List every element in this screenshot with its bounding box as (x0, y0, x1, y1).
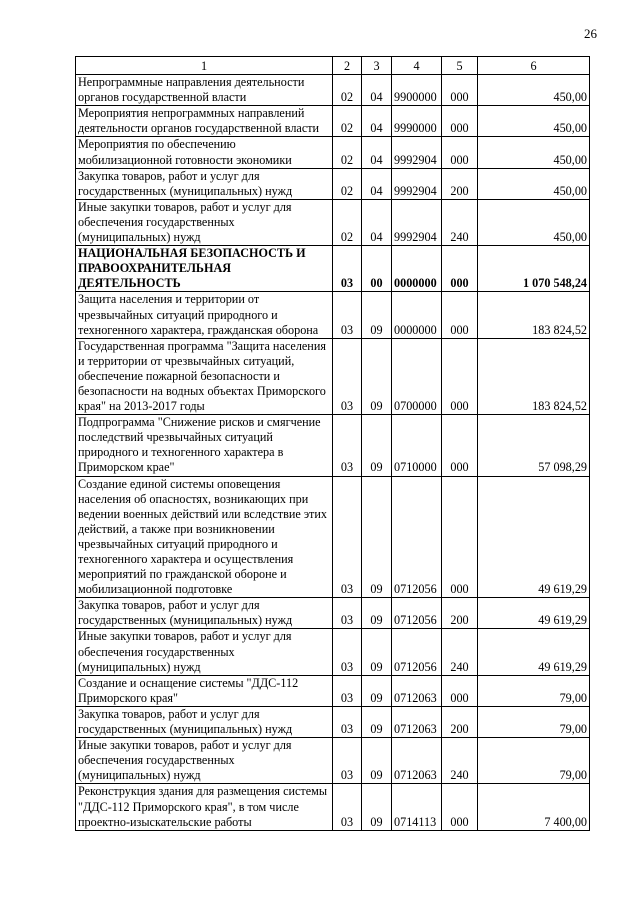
row-section: 03 (333, 476, 362, 598)
row-amount: 79,00 (478, 738, 590, 784)
row-section: 03 (333, 738, 362, 784)
row-amount: 1 070 548,24 (478, 246, 590, 292)
table-row (76, 415, 590, 476)
row-name: Закупка товаров, работ и услуг для государственных (муниципальных) нужд (76, 706, 333, 737)
table-row (76, 292, 590, 338)
table-row (76, 629, 590, 675)
row-target-code: 0000000 (392, 246, 442, 292)
row-section: 02 (333, 199, 362, 245)
row-amount: 450,00 (478, 137, 590, 168)
row-target-code: 0712063 (392, 738, 442, 784)
row-expense-type: 240 (442, 199, 478, 245)
table-row (76, 137, 590, 168)
row-expense-type: 000 (442, 75, 478, 106)
table-row (76, 75, 590, 106)
row-expense-type: 000 (442, 106, 478, 137)
row-expense-type: 000 (442, 476, 478, 598)
row-amount: 450,00 (478, 199, 590, 245)
row-expense-type: 000 (442, 415, 478, 476)
table-row (76, 784, 590, 830)
row-target-code: 0712063 (392, 706, 442, 737)
row-amount: 79,00 (478, 706, 590, 737)
row-amount: 450,00 (478, 168, 590, 199)
row-expense-type: 000 (442, 675, 478, 706)
header-col-6: 6 (478, 57, 590, 75)
row-section: 03 (333, 629, 362, 675)
row-section: 03 (333, 598, 362, 629)
row-target-code: 9992904 (392, 168, 442, 199)
row-name: Иные закупки товаров, работ и услуг для обеспечения государственных (муниципальных) нужд (76, 199, 333, 245)
row-name: Мероприятия по обеспечению мобилизационной готовности экономики (76, 137, 333, 168)
table-row (76, 168, 590, 199)
row-target-code: 0712056 (392, 629, 442, 675)
row-section: 02 (333, 137, 362, 168)
header-col-1: 1 (76, 57, 333, 75)
row-subsection: 09 (362, 784, 392, 830)
row-target-code: 9990000 (392, 106, 442, 137)
header-row (76, 57, 590, 75)
row-section: 02 (333, 106, 362, 137)
header-col-5: 5 (442, 57, 478, 75)
row-target-code: 0714113 (392, 784, 442, 830)
row-expense-type: 000 (442, 246, 478, 292)
row-amount: 57 098,29 (478, 415, 590, 476)
row-target-code: 0700000 (392, 338, 442, 414)
row-expense-type: 000 (442, 292, 478, 338)
row-subsection: 09 (362, 598, 392, 629)
row-subsection: 00 (362, 246, 392, 292)
table-row (76, 738, 590, 784)
row-expense-type: 000 (442, 137, 478, 168)
row-expense-type: 000 (442, 784, 478, 830)
row-expense-type: 200 (442, 168, 478, 199)
row-amount: 49 619,29 (478, 598, 590, 629)
row-expense-type: 000 (442, 338, 478, 414)
row-section: 03 (333, 784, 362, 830)
table-row (76, 199, 590, 245)
table-row (76, 598, 590, 629)
row-name: Подпрограмма "Снижение рисков и смягчение последствий чрезвычайных ситуаций природного и техногенного характера в Приморском крае" (76, 415, 333, 476)
row-expense-type: 200 (442, 706, 478, 737)
row-subsection: 04 (362, 75, 392, 106)
row-subsection: 04 (362, 106, 392, 137)
row-expense-type: 240 (442, 629, 478, 675)
row-name: Реконструкция здания для размещения системы "ДДС-112 Приморского края", в том числе проектно-изыскательские работы (76, 784, 333, 830)
row-name: Иные закупки товаров, работ и услуг для обеспечения государственных (муниципальных) нужд (76, 629, 333, 675)
row-target-code: 9992904 (392, 199, 442, 245)
row-name: Непрограммные направления деятельности органов государственной власти (76, 75, 333, 106)
row-subsection: 09 (362, 629, 392, 675)
row-subsection: 09 (362, 476, 392, 598)
row-subsection: 09 (362, 292, 392, 338)
table-row-section-total (76, 246, 590, 292)
row-amount: 49 619,29 (478, 476, 590, 598)
row-name: Мероприятия непрограммных направлений деятельности органов государственной власти (76, 106, 333, 137)
row-amount: 450,00 (478, 75, 590, 106)
row-target-code: 0712056 (392, 476, 442, 598)
row-amount: 7 400,00 (478, 784, 590, 830)
row-name: Защита населения и территории от чрезвычайных ситуаций природного и техногенного характера, гражданская оборона (76, 292, 333, 338)
row-amount: 49 619,29 (478, 629, 590, 675)
row-amount: 79,00 (478, 675, 590, 706)
header-col-3: 3 (362, 57, 392, 75)
table-row (76, 476, 590, 598)
row-subsection: 09 (362, 338, 392, 414)
row-section: 03 (333, 675, 362, 706)
row-section: 02 (333, 168, 362, 199)
row-amount: 183 824,52 (478, 292, 590, 338)
row-section: 03 (333, 338, 362, 414)
row-subsection: 09 (362, 415, 392, 476)
row-expense-type: 240 (442, 738, 478, 784)
row-target-code: 0710000 (392, 415, 442, 476)
row-subsection: 09 (362, 675, 392, 706)
row-section: 03 (333, 706, 362, 737)
row-subsection: 09 (362, 738, 392, 784)
row-amount: 450,00 (478, 106, 590, 137)
row-name: Закупка товаров, работ и услуг для государственных (муниципальных) нужд (76, 168, 333, 199)
row-name: Государственная программа "Защита населения и территории от чрезвычайных ситуаций, обеспечение пожарной безопасности и безопасности на водных объектах Приморского края" на 2013-2017 годы (76, 338, 333, 414)
row-name: Иные закупки товаров, работ и услуг для обеспечения государственных (муниципальных) нужд (76, 738, 333, 784)
row-name: Создание и оснащение системы "ДДС-112 Приморского края" (76, 675, 333, 706)
row-subsection: 04 (362, 137, 392, 168)
row-subsection: 09 (362, 706, 392, 737)
row-name: НАЦИОНАЛЬНАЯ БЕЗОПАСНОСТЬ И ПРАВООХРАНИТЕЛЬНАЯ ДЕЯТЕЛЬНОСТЬ (76, 246, 333, 292)
row-subsection: 04 (362, 199, 392, 245)
row-section: 03 (333, 292, 362, 338)
row-target-code: 9900000 (392, 75, 442, 106)
row-target-code: 9992904 (392, 137, 442, 168)
row-subsection: 04 (362, 168, 392, 199)
row-amount: 183 824,52 (478, 338, 590, 414)
table-row (76, 338, 590, 414)
row-name: Закупка товаров, работ и услуг для государственных (муниципальных) нужд (76, 598, 333, 629)
row-target-code: 0712063 (392, 675, 442, 706)
page-number: 26 (584, 26, 597, 41)
table-row (76, 675, 590, 706)
row-target-code: 0712056 (392, 598, 442, 629)
table-row (76, 706, 590, 737)
row-expense-type: 200 (442, 598, 478, 629)
row-name: Создание единой системы оповещения населения об опасностях, возникающих при ведении военных действий или вследствие этих действий, а также при возникновении чрезвычайных ситуаций природного и техногенного характера и осуществления мероприятий по гражданской обороне и мобилизационной подготовке (76, 476, 333, 598)
table-row (76, 106, 590, 137)
row-section: 02 (333, 75, 362, 106)
header-col-2: 2 (333, 57, 362, 75)
row-section: 03 (333, 246, 362, 292)
row-target-code: 0000000 (392, 292, 442, 338)
row-section: 03 (333, 415, 362, 476)
header-col-4: 4 (392, 57, 442, 75)
budget-table (75, 56, 590, 831)
